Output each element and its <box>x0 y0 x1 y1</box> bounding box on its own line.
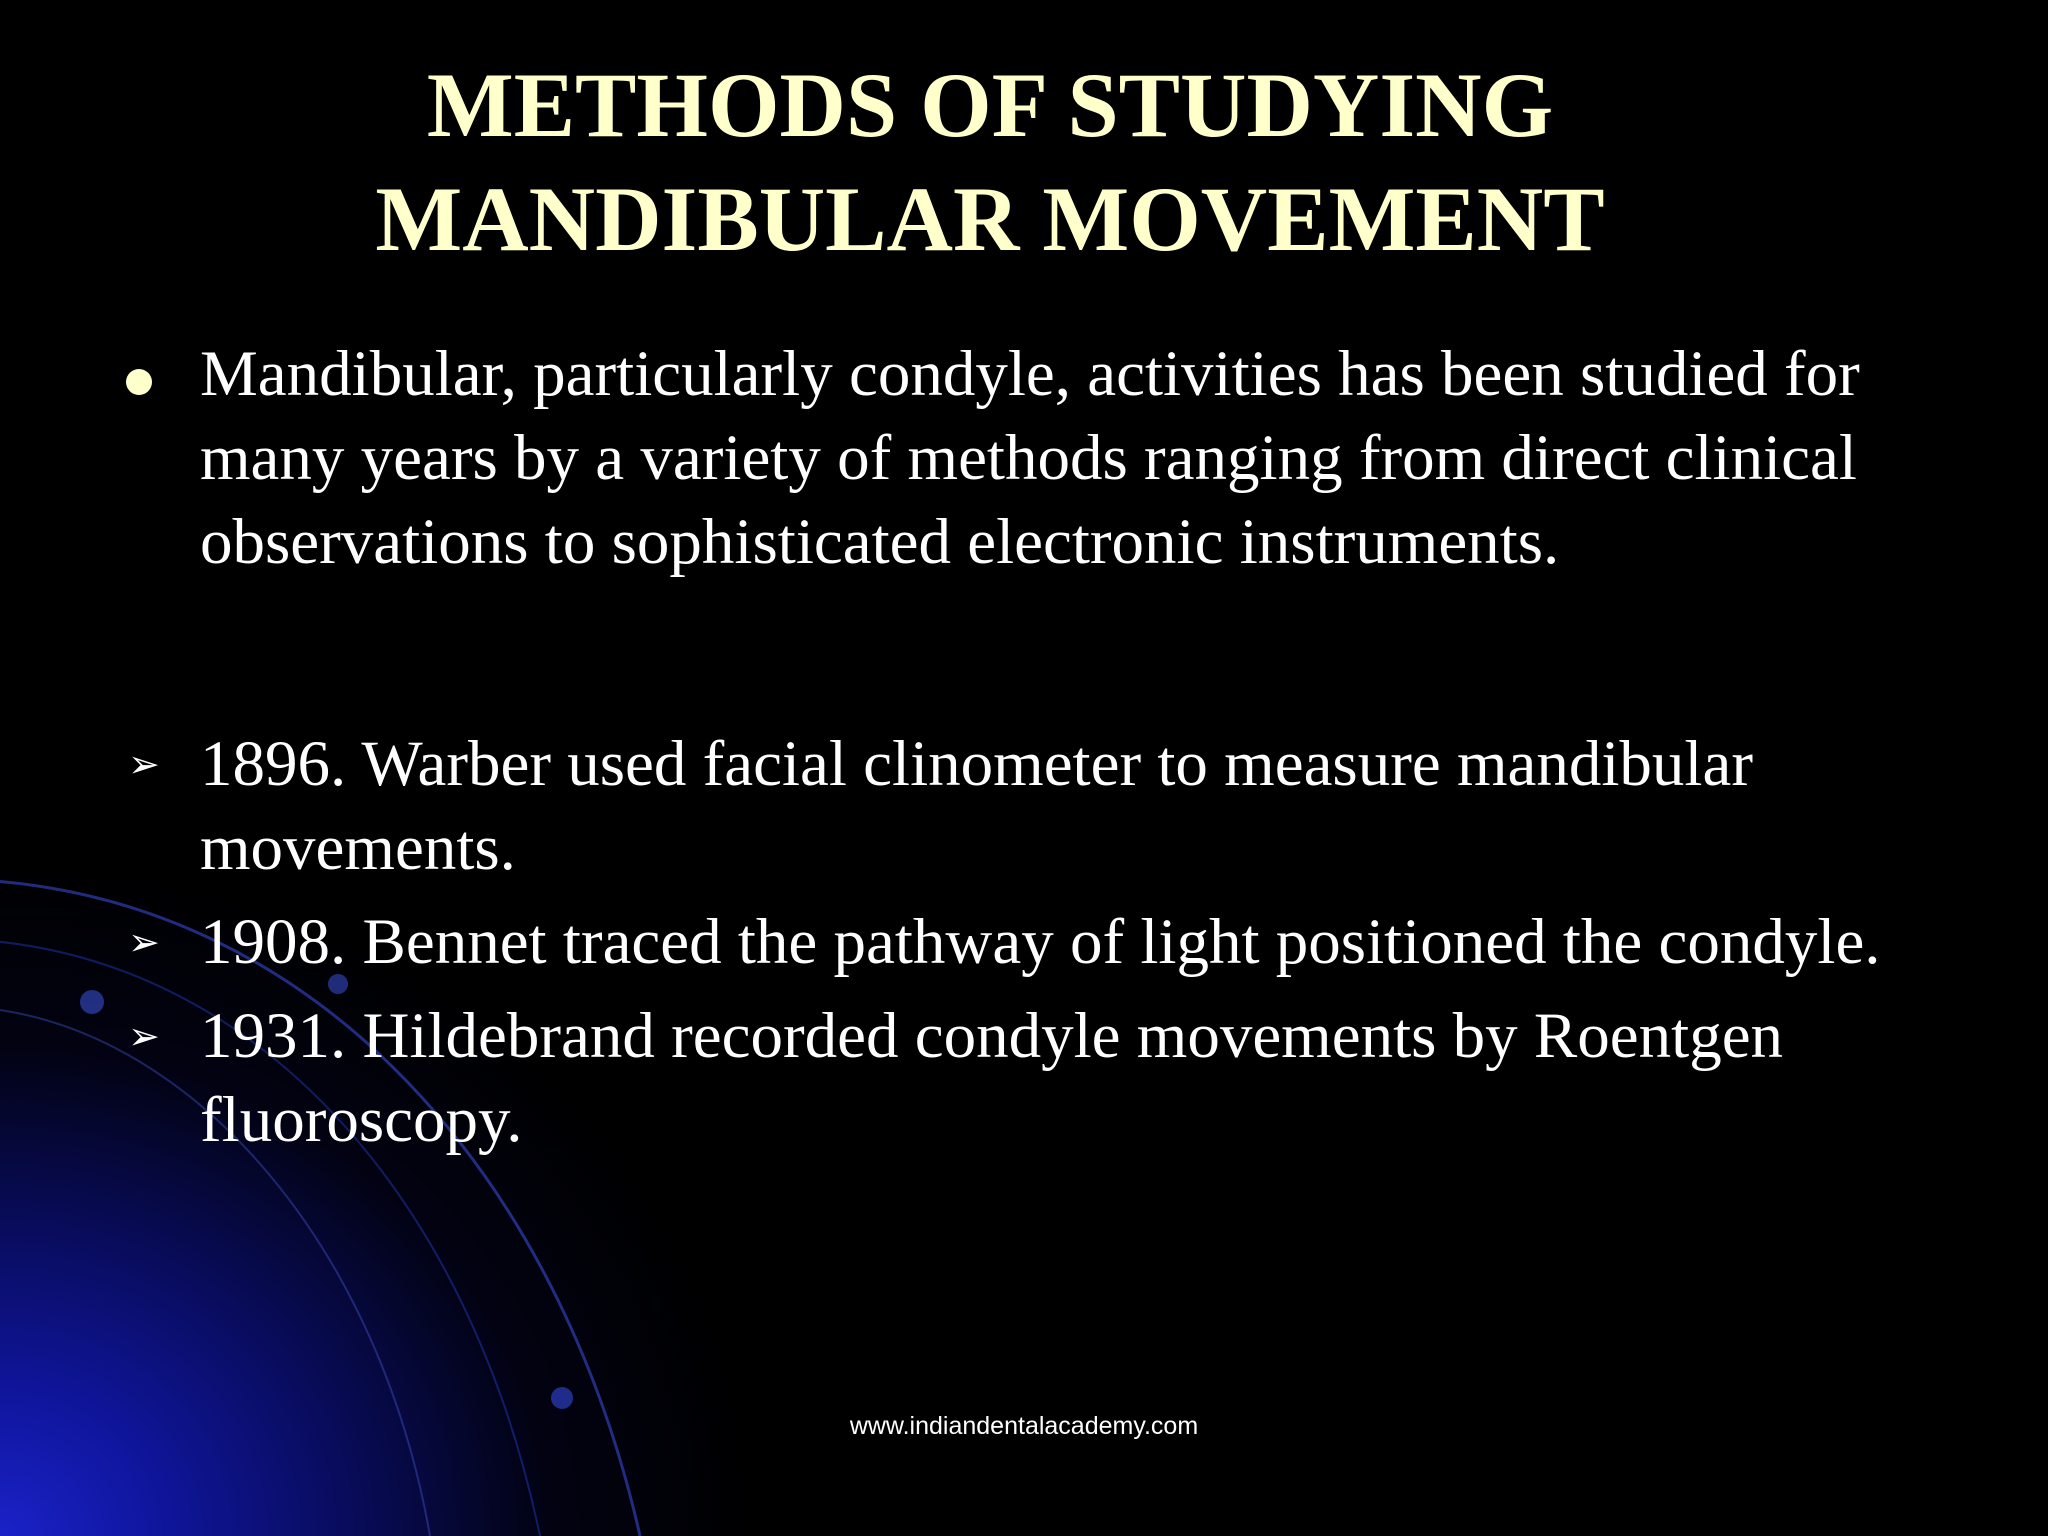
bullet-item <box>120 900 1900 984</box>
title-line-2: MANDIBULAR MOVEMENT <box>375 168 1605 270</box>
slide-title <box>0 48 1980 276</box>
bullet-text: 1908. Bennet traced the pathway of light positioned the condyle. <box>200 906 1881 978</box>
bullet-list <box>120 332 1900 1172</box>
title-line-1: METHODS OF STUDYING <box>426 54 1554 156</box>
bullet-item <box>120 994 1900 1162</box>
arrow-bullet-icon: ➢ <box>128 1014 160 1058</box>
bullet-text: 1896. Warber used facial clinometer to measure mandibular movements. <box>200 728 1753 884</box>
bullet-item <box>120 722 1900 890</box>
footer-url: www.indiandentalacademy.com <box>849 1412 1199 1440</box>
dot-bullet-icon <box>120 332 180 416</box>
bullet-text: 1931. Hildebrand recorded condyle movements by Roentgen fluoroscopy. <box>200 1000 1784 1156</box>
bullet-text: Mandibular, particularly condyle, activities has been studied for many years by a variety of methods ranging from direct clinical observations to sophisticated electronic instruments. <box>200 338 1860 578</box>
bullet-item <box>120 332 1900 584</box>
arrow-bullet-icon: ➢ <box>128 920 160 964</box>
arrow-bullet-icon: ➢ <box>128 742 160 786</box>
